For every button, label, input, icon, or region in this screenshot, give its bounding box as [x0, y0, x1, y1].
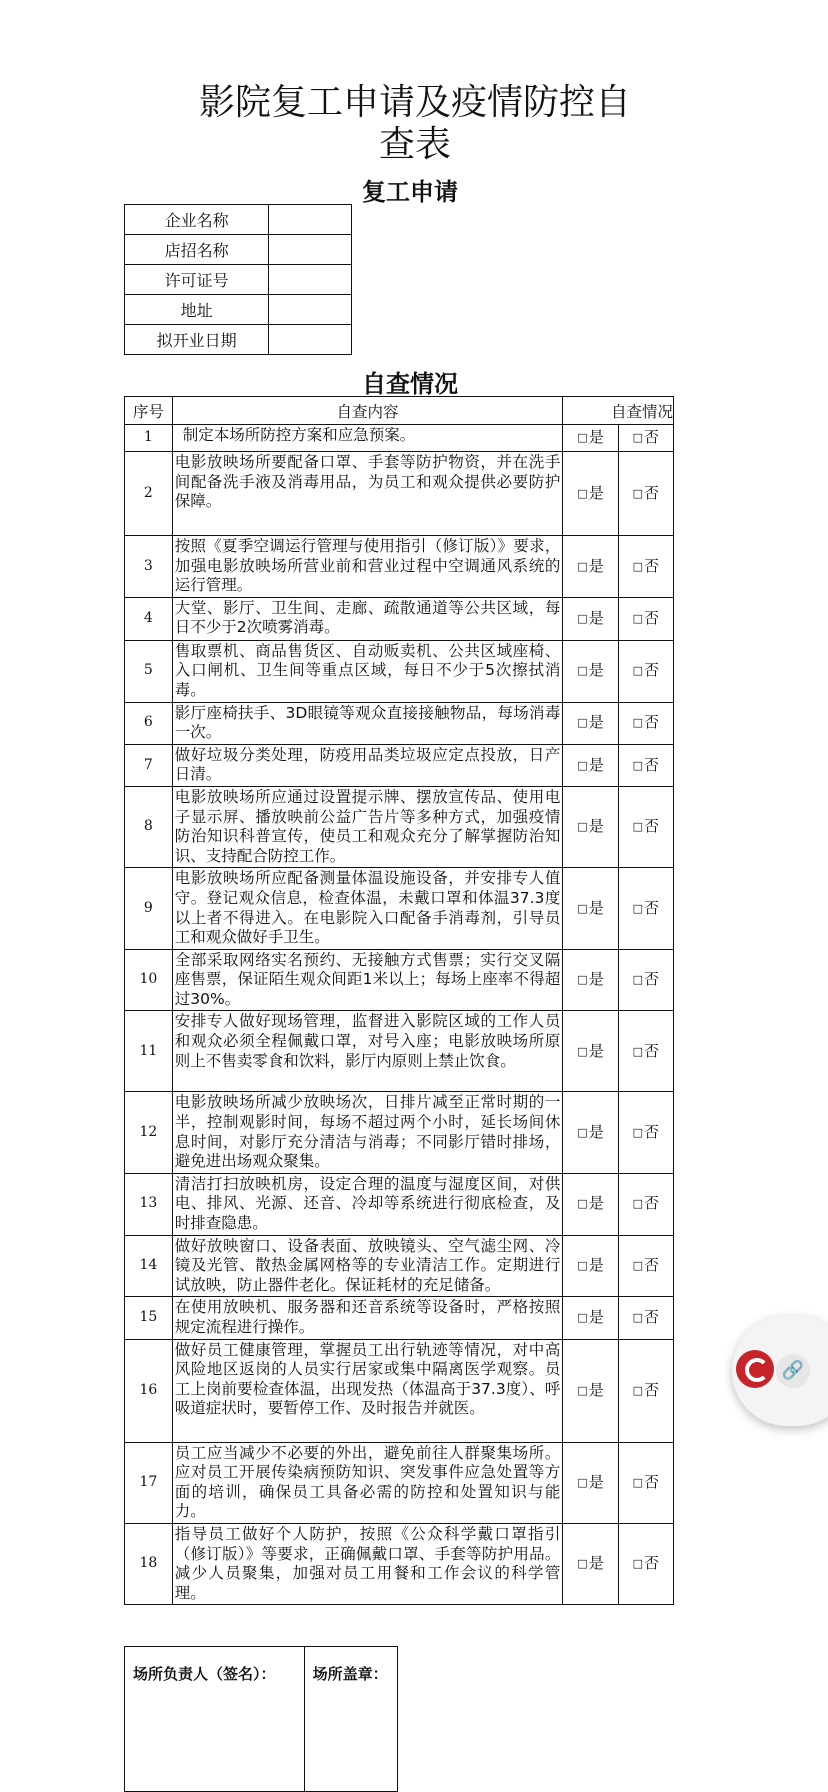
- option-no-label: 否: [644, 661, 660, 680]
- self-check-row: [125, 1297, 674, 1339]
- self-check-row: [125, 868, 674, 949]
- item-content: 电影放映场所减少放映场次，日排片减至正常时期的一半，控制观影时间，每场不超过两个小时，延长场间休息时间，对影厅充分清洁与消毒；不同影厅错时排场，避免进出场观众聚集。: [172, 1092, 563, 1173]
- column-header-status: 自查情况: [563, 397, 674, 425]
- option-yes-label: 是: [588, 970, 604, 989]
- company-name-label: 企业名称: [125, 205, 269, 235]
- checkbox-icon[interactable]: □: [632, 1044, 644, 1058]
- checkbox-icon[interactable]: □: [632, 758, 644, 772]
- option-no-label: 否: [644, 428, 660, 447]
- checkbox-icon[interactable]: □: [577, 716, 588, 730]
- license-number-label: 许可证号: [125, 265, 269, 295]
- checkbox-icon[interactable]: □: [632, 1259, 644, 1273]
- store-name-field[interactable]: [269, 235, 352, 265]
- item-number: 16: [125, 1339, 173, 1442]
- brand-logo-icon[interactable]: [736, 1350, 774, 1388]
- option-yes-label: 是: [588, 608, 604, 627]
- option-no-cell[interactable]: [618, 744, 673, 786]
- checkbox-icon[interactable]: □: [577, 664, 588, 678]
- option-yes-label: 是: [588, 1380, 604, 1399]
- option-no-cell[interactable]: [618, 1297, 673, 1339]
- document-title: [190, 82, 640, 166]
- item-content: 按照《夏季空调运行管理与使用指引（修订版）》要求，加强电影放映场所营业前和营业过程中空调通风系统的运行管理。: [172, 536, 563, 598]
- option-no-cell[interactable]: [618, 536, 673, 598]
- item-number: 10: [125, 949, 173, 1011]
- option-yes-label: 是: [588, 1308, 604, 1327]
- option-yes-cell[interactable]: [563, 786, 618, 867]
- option-yes-label: 是: [588, 713, 604, 732]
- option-no-cell[interactable]: [618, 1523, 673, 1604]
- checkbox-icon[interactable]: □: [577, 901, 588, 915]
- option-yes-label: 是: [588, 556, 604, 575]
- item-number: 4: [125, 597, 173, 640]
- option-no-label: 否: [644, 608, 660, 627]
- document-title-line2: 查表: [378, 124, 451, 165]
- item-number: 9: [125, 868, 173, 949]
- item-number: 11: [125, 1011, 173, 1092]
- item-content: 全部采取网络实名预约、无接触方式售票；实行交叉隔座售票，保证陌生观众间距1米以上；每场上座率不得超过30%。: [172, 949, 563, 1011]
- self-check-row: [125, 536, 674, 598]
- self-check-row: [125, 702, 674, 744]
- self-check-row: [125, 1173, 674, 1235]
- checkbox-icon[interactable]: □: [577, 1311, 588, 1325]
- item-content: 在使用放映机、服务器和还音系统等设备时，严格按照规定流程进行操作。: [172, 1297, 563, 1339]
- option-yes-cell[interactable]: [563, 1523, 618, 1604]
- option-no-cell[interactable]: [618, 1339, 673, 1442]
- option-yes-cell[interactable]: [563, 1339, 618, 1442]
- option-no-label: 否: [644, 713, 660, 732]
- item-number: 7: [125, 744, 173, 786]
- option-yes-label: 是: [588, 898, 604, 917]
- item-number: 5: [125, 640, 173, 702]
- application-info-table: [124, 204, 352, 355]
- field-row-license-number: [125, 265, 352, 295]
- option-no-cell[interactable]: [618, 1011, 673, 1092]
- option-no-cell[interactable]: [618, 786, 673, 867]
- option-yes-label: 是: [588, 428, 604, 447]
- option-yes-cell[interactable]: [563, 1011, 618, 1092]
- option-yes-label: 是: [588, 483, 604, 502]
- item-number: 2: [125, 452, 173, 536]
- option-yes-cell[interactable]: [563, 868, 618, 949]
- checkbox-icon[interactable]: □: [632, 1475, 644, 1489]
- column-header-content: 自查内容: [172, 397, 563, 425]
- checkbox-icon[interactable]: □: [577, 431, 588, 445]
- checkbox-icon[interactable]: □: [632, 1197, 644, 1211]
- opening-date-label: 拟开业日期: [125, 325, 269, 355]
- checkbox-icon[interactable]: □: [632, 559, 644, 573]
- self-check-row: [125, 949, 674, 1011]
- link-icon[interactable]: 🔗: [776, 1354, 810, 1388]
- item-content: 安排专人做好现场管理，监督进入影院区域的工作人员和观众必须全程佩戴口罩，对号入座；电影放映场所原则上不售卖零食和饮料，影厅内原则上禁止饮食。: [172, 1011, 563, 1092]
- store-name-label: 店招名称: [125, 235, 269, 265]
- option-no-label: 否: [644, 898, 660, 917]
- address-field[interactable]: [269, 295, 352, 325]
- self-check-row: [125, 1011, 674, 1092]
- checkbox-icon[interactable]: □: [577, 1125, 588, 1139]
- option-yes-cell[interactable]: [563, 1442, 618, 1523]
- item-content: 员工应当减少不必要的外出，避免前往人群聚集场所。应对员工开展传染病预防知识、突发事件应急处置等方面的培训，确保员工具备必需的防控和处置知识与能力。: [172, 1442, 563, 1523]
- field-row-store-name: [125, 235, 352, 265]
- checkbox-icon[interactable]: □: [577, 1475, 588, 1489]
- self-check-row: [125, 786, 674, 867]
- option-no-label: 否: [644, 970, 660, 989]
- item-number: 8: [125, 786, 173, 867]
- checkbox-icon[interactable]: □: [632, 664, 644, 678]
- option-yes-cell[interactable]: [563, 702, 618, 744]
- option-yes-label: 是: [588, 1194, 604, 1213]
- item-content: 电影放映场所应配备测量体温设施设备，并安排专人值守。登记观众信息，检查体温，未戴口罩和体温37.3度以上者不得进入。在电影院入口配备手消毒剂，引导员工和观众做好手卫生。: [172, 868, 563, 949]
- item-content: 指导员工做好个人防护，按照《公众科学戴口罩指引（修订版）》等要求，正确佩戴口罩、手套等防护用品。减少人员聚集，加强对员工用餐和工作会议的科学管理。: [172, 1523, 563, 1604]
- self-check-row: [125, 597, 674, 640]
- option-yes-cell[interactable]: [563, 949, 618, 1011]
- opening-date-field[interactable]: [269, 325, 352, 355]
- option-no-cell[interactable]: [618, 1173, 673, 1235]
- license-number-field[interactable]: [269, 265, 352, 295]
- option-yes-label: 是: [588, 817, 604, 836]
- checkbox-icon[interactable]: □: [632, 1125, 644, 1139]
- venue-seal[interactable]: 场所盖章：: [304, 1647, 397, 1792]
- checkbox-icon[interactable]: □: [632, 486, 644, 500]
- self-check-row: [125, 452, 674, 536]
- checkbox-icon[interactable]: □: [577, 1197, 588, 1211]
- self-check-row: [125, 1442, 674, 1523]
- option-no-label: 否: [644, 755, 660, 774]
- option-yes-cell[interactable]: [563, 425, 618, 452]
- option-yes-cell[interactable]: [563, 1173, 618, 1235]
- option-yes-label: 是: [588, 1554, 604, 1573]
- checkbox-icon[interactable]: □: [577, 973, 588, 987]
- option-yes-cell[interactable]: [563, 640, 618, 702]
- field-row-company-name: [125, 205, 352, 235]
- option-no-cell[interactable]: [618, 702, 673, 744]
- option-yes-label: 是: [588, 1122, 604, 1141]
- checkbox-icon[interactable]: □: [632, 431, 644, 445]
- floating-share-widget[interactable]: [732, 1316, 828, 1426]
- option-no-cell[interactable]: [618, 425, 673, 452]
- item-content: 影厅座椅扶手、3D眼镜等观众直接接触物品，每场消毒一次。: [172, 702, 563, 744]
- option-no-label: 否: [644, 817, 660, 836]
- item-number: 15: [125, 1297, 173, 1339]
- signature-table: [124, 1646, 398, 1792]
- self-check-header-row: [125, 397, 674, 425]
- checkbox-icon[interactable]: □: [632, 820, 644, 834]
- responsible-person-signature[interactable]: 场所负责人（签名）：: [125, 1647, 305, 1792]
- item-number: 3: [125, 536, 173, 598]
- item-content: 大堂、影厅、卫生间、走廊、疏散通道等公共区域，每日不少于2次喷雾消毒。: [172, 597, 563, 640]
- company-name-field[interactable]: [269, 205, 352, 235]
- address-label: 地址: [125, 295, 269, 325]
- option-no-cell[interactable]: [618, 452, 673, 536]
- checkbox-icon[interactable]: □: [577, 1557, 588, 1571]
- option-no-label: 否: [644, 1472, 660, 1491]
- option-no-cell[interactable]: [618, 640, 673, 702]
- checkbox-icon[interactable]: □: [577, 1259, 588, 1273]
- checkbox-icon[interactable]: □: [632, 973, 644, 987]
- item-content: 电影放映场所应通过设置提示牌、摆放宣传品、使用电子显示屏、播放映前公益广告片等多种方式，加强疫情防治知识科普宣传，使员工和观众充分了解掌握防治知识、支持配合防控工作。: [172, 786, 563, 867]
- checkbox-icon[interactable]: □: [577, 820, 588, 834]
- item-content: 做好员工健康管理，掌握员工出行轨迹等情况，对中高风险地区返岗的人员实行居家或集中隔离医学观察。员工上岗前要检查体温，出现发热（体温高于37.3度）、呼吸道症状时，要暂停工作、及时报告并就医。: [172, 1339, 563, 1442]
- option-no-label: 否: [644, 483, 660, 502]
- self-check-row: [125, 425, 674, 452]
- option-yes-cell[interactable]: [563, 1297, 618, 1339]
- self-check-body: [125, 425, 674, 1605]
- item-number: 12: [125, 1092, 173, 1173]
- checkbox-icon[interactable]: □: [632, 716, 644, 730]
- option-no-cell[interactable]: [618, 597, 673, 640]
- item-number: 14: [125, 1235, 173, 1297]
- item-number: 13: [125, 1173, 173, 1235]
- item-content: 做好垃圾分类处理，防疫用品类垃圾应定点投放，日产日清。: [172, 744, 563, 786]
- item-content: 制定本场所防控方案和应急预案。: [172, 425, 563, 452]
- option-yes-label: 是: [588, 755, 604, 774]
- option-yes-label: 是: [588, 1256, 604, 1275]
- option-no-label: 否: [644, 1041, 660, 1060]
- checkbox-icon[interactable]: □: [577, 611, 588, 625]
- option-no-label: 否: [644, 1554, 660, 1573]
- option-no-cell[interactable]: [618, 1442, 673, 1523]
- option-no-label: 否: [644, 556, 660, 575]
- option-yes-label: 是: [588, 1041, 604, 1060]
- checkbox-icon[interactable]: □: [577, 1383, 588, 1397]
- checkbox-icon[interactable]: □: [577, 559, 588, 573]
- self-check-row: [125, 640, 674, 702]
- checkbox-icon[interactable]: □: [577, 1044, 588, 1058]
- option-yes-cell[interactable]: [563, 536, 618, 598]
- self-check-row: [125, 1235, 674, 1297]
- item-content: 售取票机、商品售货区、自动贩卖机、公共区域座椅、入口闸机、卫生间等重点区域，每日不少于5次擦拭消毒。: [172, 640, 563, 702]
- item-number: 6: [125, 702, 173, 744]
- option-yes-cell[interactable]: [563, 1235, 618, 1297]
- checkbox-icon[interactable]: □: [632, 611, 644, 625]
- self-check-row: [125, 1092, 674, 1173]
- option-yes-cell[interactable]: [563, 452, 618, 536]
- checkbox-icon[interactable]: □: [577, 758, 588, 772]
- self-check-row: [125, 744, 674, 786]
- self-check-row: [125, 1339, 674, 1442]
- option-no-label: 否: [644, 1308, 660, 1327]
- item-number: 18: [125, 1523, 173, 1604]
- checkbox-icon[interactable]: □: [632, 1311, 644, 1325]
- item-content: 电影放映场所要配备口罩、手套等防护物资，并在洗手间配备洗手液及消毒用品，为员工和观众提供必要防护保障。: [172, 452, 563, 536]
- item-content: 做好放映窗口、设备表面、放映镜头、空气滤尘网、冷镜及光管、散热金属网格等的专业清洁工作。定期进行试放映，防止器件老化。保证耗材的充足储备。: [172, 1235, 563, 1297]
- option-no-cell[interactable]: [618, 1235, 673, 1297]
- column-header-num: 序号: [125, 397, 173, 425]
- document-title-line1: 影院复工申请及疫情防控自: [198, 82, 631, 123]
- option-no-label: 否: [644, 1122, 660, 1141]
- option-yes-label: 是: [588, 1472, 604, 1491]
- option-no-label: 否: [644, 1380, 660, 1399]
- self-check-row: [125, 1523, 674, 1604]
- checkbox-icon[interactable]: □: [632, 1557, 644, 1571]
- item-content: 清洁打扫放映机房，设定合理的温度与湿度区间，对供电、排风、光源、还音、冷却等系统进行彻底检查，及时排查隐患。: [172, 1173, 563, 1235]
- item-number: 17: [125, 1442, 173, 1523]
- option-no-label: 否: [644, 1256, 660, 1275]
- option-yes-cell[interactable]: [563, 1092, 618, 1173]
- signature-row: [125, 1647, 398, 1792]
- self-check-table: [124, 396, 674, 1605]
- self-check-heading: 自查情况: [362, 370, 458, 398]
- option-no-cell[interactable]: [618, 868, 673, 949]
- field-row-opening-date: [125, 325, 352, 355]
- field-row-address: [125, 295, 352, 325]
- option-yes-label: 是: [588, 661, 604, 680]
- checkbox-icon[interactable]: □: [632, 1383, 644, 1397]
- option-yes-cell[interactable]: [563, 597, 618, 640]
- checkbox-icon[interactable]: □: [577, 486, 588, 500]
- application-heading: 复工申请: [362, 178, 458, 206]
- option-no-cell[interactable]: [618, 949, 673, 1011]
- option-no-cell[interactable]: [618, 1092, 673, 1173]
- option-no-label: 否: [644, 1194, 660, 1213]
- item-number: 1: [125, 425, 173, 452]
- option-yes-cell[interactable]: [563, 744, 618, 786]
- checkbox-icon[interactable]: □: [632, 901, 644, 915]
